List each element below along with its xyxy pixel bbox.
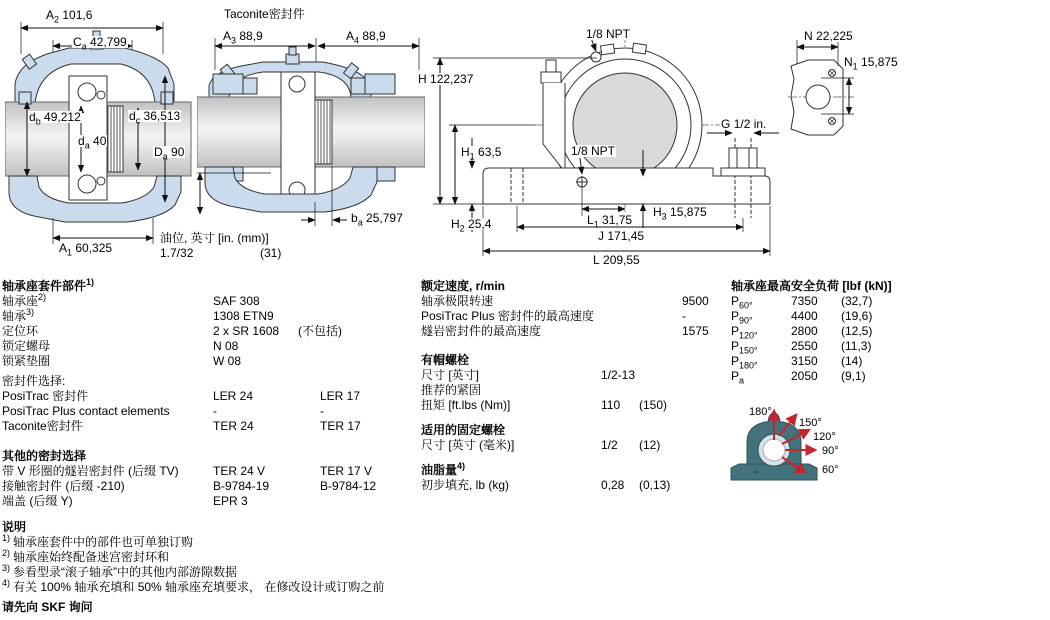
table-row bbox=[2, 389, 361, 404]
drawing2-title: Taconite密封件 bbox=[224, 7, 305, 21]
row-value: 2550 bbox=[791, 339, 818, 353]
row-value bbox=[601, 383, 639, 398]
row-value: TER 24 bbox=[213, 419, 254, 433]
row-label: PosiTrac Plus contact elements bbox=[2, 404, 170, 418]
parts-header: 轴承座套件部件$^{1)}$ bbox=[2, 277, 95, 293]
drawing-shaft-section bbox=[5, 6, 200, 256]
row-label: $P_{150^\circ}$ bbox=[731, 339, 758, 356]
dim-dc-label: $d_c$ 36,513 bbox=[129, 109, 181, 126]
table-row bbox=[421, 438, 660, 453]
npt-top-label: 1/8 NPT bbox=[586, 27, 631, 41]
row-value2 bbox=[320, 494, 376, 509]
table-row bbox=[2, 294, 342, 309]
row-label: 推荐的紧固 bbox=[421, 383, 482, 397]
row-value: 1308 ETN9 bbox=[213, 309, 274, 323]
row-label: 燧岩密封件的最高速度 bbox=[421, 324, 542, 338]
row-value: W 08 bbox=[213, 354, 242, 368]
row-value2: TER 17 V bbox=[320, 464, 373, 478]
table-row bbox=[731, 354, 892, 369]
seal-selection-header: 密封件选择: bbox=[2, 374, 66, 388]
row-label: $P_{120^\circ}$ bbox=[731, 324, 758, 341]
row-value: LER 24 bbox=[213, 389, 254, 403]
footnotes bbox=[2, 520, 384, 615]
row-label: 端盖 (后缀 Y) bbox=[2, 494, 73, 508]
row-value2: (150) bbox=[639, 398, 668, 412]
dim-H1-label: $H_1$ 63,5 bbox=[461, 145, 502, 162]
row-value2 bbox=[298, 339, 342, 354]
dim-da-label: $d_a$ 40 bbox=[78, 134, 107, 151]
row-value: SAF 308 bbox=[213, 294, 260, 308]
dim-a2-label: $A_2$ 101,6 bbox=[46, 8, 93, 25]
dim-a3-label: $A_3$ 88,9 bbox=[223, 29, 263, 46]
table-row bbox=[2, 404, 361, 419]
table-row bbox=[421, 294, 709, 309]
row-value2: (0,13) bbox=[639, 478, 671, 492]
row-label: 接触密封件 (后缀 -210) bbox=[2, 479, 125, 493]
anchor-bolts-table bbox=[421, 423, 660, 453]
row-value2: LER 17 bbox=[320, 389, 361, 403]
row-value: 1575 bbox=[682, 324, 709, 338]
row-label: $P_{60^\circ}$ bbox=[731, 294, 753, 311]
dim-ca-label: $C_a$ 42,799 bbox=[73, 35, 127, 52]
row-value: TER 24 V bbox=[213, 464, 266, 478]
oil-level-line2: 1.7/32 (31) bbox=[160, 246, 282, 260]
row-label: 锁紧垫圈 bbox=[2, 354, 51, 368]
row-value2 bbox=[298, 294, 342, 309]
speeds-table bbox=[421, 279, 709, 339]
dim-H-label: H 122,237 bbox=[418, 72, 474, 86]
row-value: 0,28 bbox=[601, 478, 625, 492]
row-label: PosiTrac Plus 密封件的最高速度 bbox=[421, 309, 594, 323]
row-label: $P_{180^\circ}$ bbox=[731, 354, 758, 371]
table-row bbox=[2, 479, 376, 494]
table-row bbox=[2, 324, 342, 339]
row-value: 2 x SR 1608 bbox=[213, 324, 280, 338]
drawing-housing-front bbox=[415, 18, 790, 273]
row-value2: (19,6) bbox=[841, 309, 873, 323]
dim-Da-label: $D_a$ 90 bbox=[154, 145, 185, 162]
row-label: 尺寸 [英寸] bbox=[421, 368, 480, 382]
table-row bbox=[731, 294, 892, 309]
anchor-bolts-header: 适用的固定螺栓 bbox=[421, 423, 506, 437]
row-value: - bbox=[213, 404, 217, 418]
table-row bbox=[2, 464, 376, 479]
row-label: Taconite密封件 bbox=[2, 419, 83, 433]
dim-ba-label: $b_a$ 25,797 bbox=[351, 211, 403, 228]
drawing-end-plate bbox=[788, 24, 968, 149]
dim-J-label: J 171,45 bbox=[598, 229, 645, 243]
dim-N-label: N 22,225 bbox=[804, 29, 853, 43]
angle-label-120: 120° bbox=[813, 431, 836, 443]
row-value2 bbox=[298, 309, 342, 324]
seal-selection-table bbox=[2, 374, 361, 434]
dim-db-label: $d_b$ 49,212 bbox=[29, 110, 81, 127]
dim-a4-label: $A_4$ 88,9 bbox=[346, 29, 386, 46]
row-value2: (12) bbox=[639, 438, 661, 452]
row-value2: (9,1) bbox=[841, 369, 866, 383]
row-label: 扭矩 [ft.lbs (Nm)] bbox=[421, 398, 511, 412]
angle-label-180: 180° bbox=[749, 406, 772, 418]
row-value: B-9784-19 bbox=[213, 479, 270, 493]
row-value: EPR 3 bbox=[213, 494, 248, 508]
footnotes-footer: 请先向 SKF 询问 bbox=[2, 600, 93, 614]
grease-table bbox=[421, 463, 670, 493]
row-label: 定位环 bbox=[2, 324, 39, 338]
footnote: $^{3)}$ 参看型录“滚子轴承”中的其他内部游隙数据 bbox=[2, 563, 238, 579]
loads-header: 轴承座最高安全负荷 [lbf (kN)] bbox=[731, 279, 892, 293]
row-value2: B-9784-12 bbox=[320, 479, 377, 493]
footnote: $^{4)}$ 有关 100% 轴承充填和 50% 轴承座充填要求， 在修改设计或订购之前 bbox=[2, 578, 385, 594]
row-value2: (12,5) bbox=[841, 324, 873, 338]
table-row bbox=[731, 324, 892, 339]
speeds-header: 额定速度, r/min bbox=[421, 279, 506, 293]
row-value2 bbox=[639, 368, 667, 383]
row-label: $P_a$ bbox=[731, 369, 745, 386]
row-value: N 08 bbox=[213, 339, 239, 353]
row-value2 bbox=[298, 354, 342, 369]
table-row bbox=[731, 309, 892, 324]
row-value2 bbox=[639, 383, 667, 398]
row-value: 110 bbox=[601, 398, 621, 412]
table-row bbox=[421, 309, 709, 324]
row-label: 轴承$^{3)}$ bbox=[2, 307, 35, 323]
row-label: 锁定螺母 bbox=[2, 339, 51, 353]
table-row bbox=[731, 339, 892, 354]
row-value: - bbox=[682, 309, 686, 323]
taconite-section-svg bbox=[197, 26, 425, 266]
row-value2: (32,7) bbox=[841, 294, 873, 308]
table-row bbox=[2, 339, 342, 354]
dim-a1-label: $A_1$ 60,325 bbox=[59, 241, 113, 258]
row-label: 带 V 形圈的燧岩密封件 (后缀 TV) bbox=[2, 464, 179, 478]
table-row bbox=[421, 398, 667, 413]
loads-table bbox=[731, 279, 892, 384]
table-row bbox=[421, 368, 667, 383]
row-value2: (11,3) bbox=[841, 339, 872, 353]
other-seals-table bbox=[2, 449, 376, 509]
table-row bbox=[2, 494, 376, 509]
row-value: 7350 bbox=[791, 294, 818, 308]
oil-level-line1: 油位, 英寸 [in. (mm)] bbox=[160, 231, 269, 245]
load-angle-diagram bbox=[725, 398, 935, 523]
row-label: PosiTrac 密封件 bbox=[2, 389, 89, 403]
oil-level-note bbox=[160, 231, 281, 261]
footnote: $^{2)}$ 轴承座始终配备迷宫密封环和 bbox=[2, 548, 170, 564]
row-value: 3150 bbox=[791, 354, 818, 368]
row-value2: (不包括) bbox=[298, 324, 342, 338]
row-label: 轴承座$^{2)}$ bbox=[2, 292, 47, 308]
cap-bolts-table bbox=[421, 353, 667, 413]
row-value: 2050 bbox=[791, 369, 818, 383]
row-label: 尺寸 [英寸 (毫米)] bbox=[421, 438, 515, 452]
angle-label-90: 90° bbox=[822, 445, 839, 457]
table-row bbox=[2, 419, 361, 434]
footnotes-header: 说明 bbox=[2, 520, 27, 534]
row-label: $P_{90^\circ}$ bbox=[731, 309, 753, 326]
angle-label-150: 150° bbox=[799, 417, 822, 429]
table-row bbox=[421, 383, 667, 398]
footnote: $^{1)}$ 轴承座套件中的部件也可单独订购 bbox=[2, 533, 194, 549]
row-value: 2800 bbox=[791, 324, 818, 338]
table-row bbox=[2, 354, 342, 369]
dim-H2-label: $H_2$ 25,4 bbox=[451, 217, 492, 234]
angle-label-60: 60° bbox=[822, 464, 839, 476]
cap-bolts-header: 有帽螺栓 bbox=[421, 353, 470, 367]
dim-L-label: L 209,55 bbox=[593, 253, 640, 267]
row-label: 轴承极限转速 bbox=[421, 294, 494, 308]
table-row bbox=[421, 478, 670, 493]
row-value2: (14) bbox=[841, 354, 863, 368]
table-row bbox=[731, 369, 892, 384]
grease-header: 油脂量$^{4)}$ bbox=[421, 461, 466, 477]
drawing-taconite-section bbox=[197, 26, 425, 266]
dim-G-label: G 1/2 in. bbox=[721, 117, 767, 131]
parts-table bbox=[2, 279, 342, 369]
other-seals-header: 其他的密封选择 bbox=[2, 449, 87, 463]
npt-side-label: 1/8 NPT bbox=[571, 144, 616, 158]
row-value2: - bbox=[320, 404, 324, 418]
row-value: 1/2 bbox=[601, 438, 618, 452]
table-row bbox=[2, 309, 342, 324]
dim-L1-label: $L_1$ 31,75 bbox=[587, 213, 633, 230]
row-value: 4400 bbox=[791, 309, 818, 323]
dim-N1-label: $N_1$ 15,875 bbox=[844, 55, 898, 72]
row-value2: TER 17 bbox=[320, 419, 361, 433]
row-value: 9500 bbox=[682, 294, 709, 308]
row-value: 1/2-13 bbox=[601, 368, 636, 382]
dim-H3-label: $H_3$ 15,875 bbox=[653, 205, 707, 222]
table-row bbox=[421, 324, 709, 339]
row-label: 初步填充, lb (kg) bbox=[421, 478, 510, 492]
